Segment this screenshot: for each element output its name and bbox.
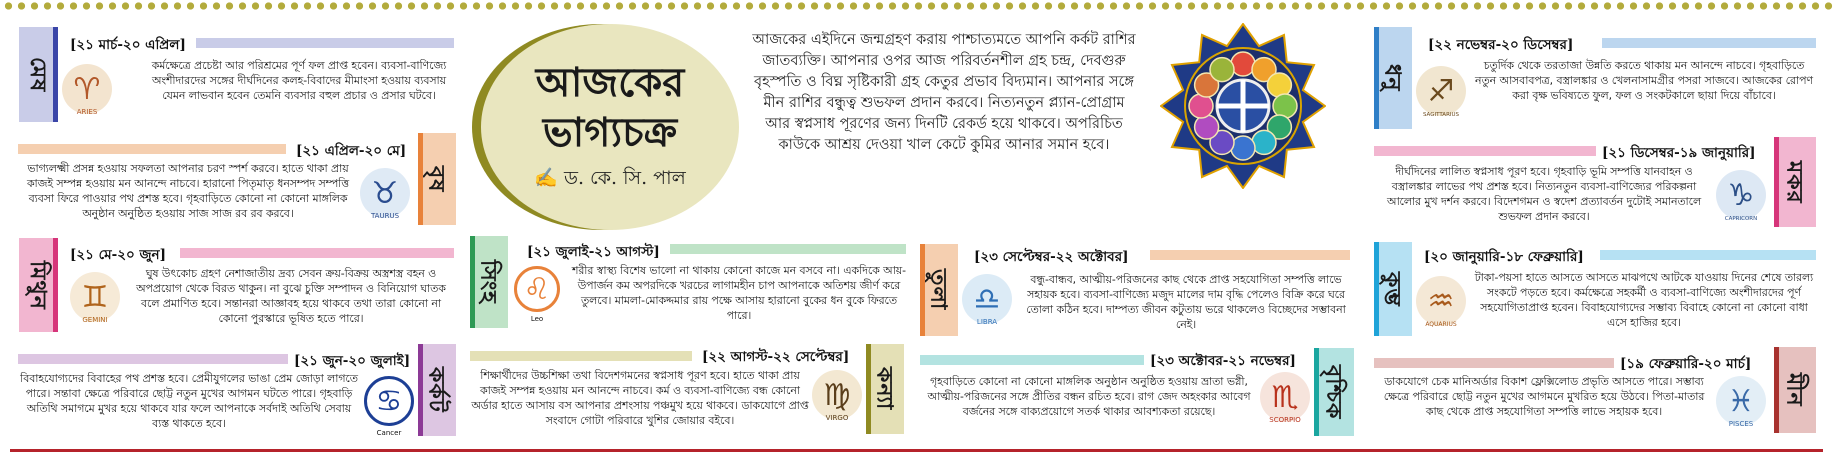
sign-bar-aquarius bbox=[1600, 250, 1816, 260]
wheel-sign-bubble bbox=[1210, 58, 1234, 82]
sign-tab-gemini bbox=[19, 238, 58, 332]
wheel-sign-bubble bbox=[1231, 136, 1255, 160]
libra-icon: ♎ LIBRA bbox=[962, 274, 1012, 324]
sign-date-aquarius: [২০ জানুয়ারি-১৮ ফেব্রুয়ারি] bbox=[1424, 249, 1584, 265]
zodiac-wheel-icon bbox=[1160, 23, 1326, 189]
sign-name-libra: তুলা bbox=[925, 269, 952, 311]
sign-tab-pisces bbox=[1774, 347, 1816, 433]
dotted-top-border bbox=[0, 0, 1833, 12]
capricorn-icon: ♑ CAPRICORN bbox=[1716, 170, 1766, 220]
intro-paragraph: আজকের এইদিনে জন্মগ্রহণ করায় পাশ্চাত্যমতে আপনি কর্কট রাশির জাতব্যক্তি। আপনার ওপর আজ পরিবর্তনশীল গ্রহ চন্দ্র, দেবগুরু বৃহস্পতি ও বিঘ্ন সৃষ্টিকারী গ্রহ কেতুর প্রভাব বিদ্যমান। আপনার সঙ্গে মীন রাশির বন্ধুত্ব শুভফল প্রদান করবে। নিত্যনতুন প্ল্যান-প্রোগ্রাম আর স্বপ্নসাধ পূরণের জন্য দিনটি রেকর্ড হয়ে থাকবে। অপরিচিত কাউকে আশ্রয় দেওয়া খাল কেটে কুমির আনার সমান হবে। bbox=[752, 32, 1136, 153]
sign-date-gemini: [২১ মে-২০ জুন] bbox=[70, 247, 166, 263]
taurus-icon: ♉ TAURUS bbox=[360, 168, 410, 218]
scorpio-icon: ♏ SCORPIO bbox=[1260, 372, 1310, 422]
sign-tab-leo bbox=[470, 236, 508, 328]
bottom-rule bbox=[10, 449, 1823, 452]
sign-name-taurus: বৃষ bbox=[423, 165, 450, 193]
sign-name-gemini: মিথুন bbox=[25, 260, 51, 310]
sign-bar-aries bbox=[196, 38, 454, 48]
sign-tab-taurus bbox=[418, 133, 456, 225]
sign-text-taurus: ভাগ্যলক্ষ্মী প্রসন্ন হওয়ায় সফলতা আপনার চরণ স্পর্শ করবে। হাতে থাকা প্রায় কাজই সম্পন্ন হওয়ায় মন আনন্দে নাচবে। হারানো পিতৃমাতৃ ধনসম্পদ সম্পত্তি ব্যবসা ফিরে পাওয়ার পথ প্রশস্ত হবে। গৃহবাড়িতে কোনো না কোনো মাঙ্গলিক অনুষ্ঠান অনুষ্ঠিত হওয়ায় সাজ সাজ রব রব করবে। bbox=[26, 162, 349, 220]
sign-text-capricorn: দীর্ঘদিনের লালিত স্বপ্নসাধ পূরণ হবে। গৃহবাড়ি ভূমি সম্পত্তি যানবাহন ও বস্ত্রালঙ্কার লাভের পথ প্রশস্ত হবে। নিত্যনতুন ব্যবসা-বাণিজ্যের পরিকল্পনা আলোর মুখ দর্শন করবে। বিদেশগমন ও স্বদেশ প্রত্যাবর্তন দুটোই সমানতালে শুভফল প্রদান করবে। bbox=[1386, 165, 1702, 223]
sign-name-scorpio: বৃশ্চিক bbox=[1320, 364, 1347, 420]
sign-text-pisces: ডাকযোগে চেক মানিঅর্ডার বিকাশ ফ্লেক্সিলোড প্রভৃতি আসতে পারে। সম্ভাব্য ক্ষেত্রে পরিবারে ছোট্ট নতুন মুখের আগমনে মুখরিত হয়ে উঠবে। পিতা-মাতার কাছ থেকে প্রাপ্ত সহযোগিতা সম্পত্তি লাভে সহায়ক হবে। bbox=[1383, 375, 1705, 418]
sign-name-leo: সিংহ bbox=[475, 260, 502, 304]
sign-bar-pisces bbox=[1374, 358, 1614, 368]
sign-bar-taurus bbox=[18, 144, 286, 154]
sign-text-virgo: শিক্ষার্থীদের উচ্চশিক্ষা তথা বিদেশগমনের স্বপ্নসাধ পূরণ হবে। হাতে থাকা প্রায় কাজই সম্পন্ন হওয়ায় মন আনন্দে নাচবে। কর্ম ও ব্যবসা-বাণিজ্যে বন্ধ কোনো অর্ডার হাতে আসায় বস আপনার প্রশংসায় পঞ্চমুখ হয়ে থাকবে। ডাকযোগে প্রাপ্ত সংবাদে গোটা পরিবারে খুশির জোয়ার বইবে। bbox=[471, 369, 809, 427]
sign-text-gemini: ঘুষ উৎকোচ গ্রহণ নেশাজাতীয় দ্রব্য সেবন ক্রয়-বিক্রয় অস্ত্রশস্ত্র বহন ও অপপ্রয়োগ থেকে বিরত থাকুন। না বুঝে চুক্তি সম্পাদন ও বিনিয়োগ ঘাতক বলে প্রমাণিত হবে। সন্তানরা আজ্ঞাবহ হয়ে থাকবে তথা তারা কোনো না কোনো পুরস্কারে ভূষিত হতে পারে। bbox=[136, 267, 446, 325]
sign-date-scorpio: [২৩ অক্টোবর-২১ নভেম্বর] bbox=[1150, 353, 1296, 369]
sign-tab-scorpio bbox=[1314, 348, 1354, 436]
title-circle bbox=[481, 24, 739, 230]
sign-tab-aquarius bbox=[1374, 242, 1412, 336]
wheel-sign-bubble bbox=[1252, 130, 1276, 154]
sign-date-aries: [২১ মার্চ-২০ এপ্রিল] bbox=[70, 37, 186, 53]
wheel-sign-bubble bbox=[1267, 73, 1291, 97]
sign-bar-virgo bbox=[470, 351, 692, 361]
sign-date-taurus: [২১ এপ্রিল-২০ মে] bbox=[296, 143, 407, 159]
wheel-sign-bubble bbox=[1189, 94, 1213, 118]
sign-date-cancer: [২১ জুন-২০ জুলাই] bbox=[294, 353, 411, 369]
sign-text-cancer: বিবাহযোগ্যদের বিবাহের পথ প্রশস্ত হবে। প্রেমীযুগলের ভাঙা প্রেম জোড়া লাগতে পারে। সন্তাবা ক্ষেত্রে পরিবারে ছোট্ট নতুন মুখের আগমন ঘটতে পারে। গৃহবাড়ি অতিথি সমাগমে মুখর হয়ে থাকবে যার ফলে আপনাকে সর্বদাই অতিথি সেবায় ব্যস্ত থাকতে হবে। bbox=[20, 372, 358, 430]
sign-name-virgo: কন্যা bbox=[871, 367, 898, 411]
virgo-icon: ♍ VIRGO bbox=[812, 370, 862, 420]
sign-date-capricorn: [২১ ডিসেম্বর-১৯ জানুয়ারি] bbox=[1602, 145, 1756, 161]
sign-bar-scorpio bbox=[920, 355, 1144, 365]
title-line-1: আজকের bbox=[535, 59, 685, 106]
aquarius-icon: ♒ AQUARIUS bbox=[1416, 276, 1466, 326]
sign-text-sagittarius: চতুর্দিক থেকে তরতাজা উন্নতি করতে থাকায় মন আনন্দে নাচবে। গৃহবাড়িতে নতুন আসবাবপত্র, বস্ত্রালঙ্কার ও খেলনাসামগ্রীর পসরা সাজবে। আজকের রোপণ করা বৃক্ষ ভবিষ্যতে ফুল, ফল ও সংকটকালে ছায়া দিয়ে বাঁচাবে। bbox=[1475, 59, 1813, 102]
wheel-sign-bubble bbox=[1195, 115, 1219, 139]
sign-date-libra: [২৩ সেপ্টেম্বর-২২ অক্টোবর] bbox=[974, 249, 1129, 265]
sign-text-leo: শরীর স্বাস্থ্য বিশেষ ভালো না থাকায় কোনো কাজে মন বসবে না। একদিকে আয়-উপার্জন কম অপরদিকে খরচের লাগামহীন চাপ আপনাকে অতিশয় জীর্ণ করে তুলবে। মামলা-মোকদ্দমার রায় পক্ষে আসায় হারানো বুকের ধন বুকে ফিরতে পারে। bbox=[571, 264, 907, 322]
sign-text-aquarius: টাকা-পয়সা হাতে আসতে আসতে মাঝপথে আটকে যাওয়ায় দিনের শেষে তারল্য সংকটে পড়তে হবে। কর্মক্ষেত্রে সহকর্মী ও ব্যবসা-বাণিজ্যে অংশীদারদের পূর্ণ সহযোগিতাপ্রাপ্ত হবেন। বিবাহযোগ্যদের সম্ভাব্য বিবাহে কোনো না কোনো বাধা এসে হাজির হবে। bbox=[1474, 271, 1814, 329]
sign-name-cancer: কর্কট bbox=[423, 367, 450, 413]
pisces-icon: ♓ PISCES bbox=[1716, 376, 1766, 426]
sign-name-pisces: মীন bbox=[1781, 373, 1808, 407]
sign-text-aries: কর্মক্ষেত্রে প্রচেষ্টা আর পরিশ্রমের পূর্ণ ফল প্রাপ্ত হবেন। ব্যবসা-বাণিজ্যে অংশীদারদের সঙ্গের দীর্ঘদিনের কলহ-বিবাদের মীমাংসা হওয়ায় ব্যবসায় যেমন লাভবান হবেন তেমনি ব্যবসার বহুল প্রচার ও প্রসার ঘটবে। bbox=[151, 59, 447, 102]
sign-text-libra: বন্ধু-বান্ধব, আত্মীয়-পরিজনের কাছ থেকে প্রাপ্ত সহযোগিতা সম্পত্তি লাভে সহায়ক হবে। ব্যবসা-বাণিজ্যে মজুদ মালের দাম বৃদ্ধি পেলেও বিক্রি করে ঘরে তোলা কঠিন হবে। দাম্পত্য জীবন কটুতায় ভরে থাকলেও বিচ্ছেদের সম্ভাবনা নেই। bbox=[1026, 273, 1346, 331]
sign-name-aquarius: কুম্ভ bbox=[1379, 271, 1406, 307]
sign-date-pisces: [১৯ ফেব্রুয়ারি-২০ মার্চ] bbox=[1620, 356, 1752, 372]
title-line-2: ভাগ্যচক্র bbox=[542, 109, 678, 156]
sign-bar-cancer bbox=[18, 354, 288, 364]
sign-tab-virgo bbox=[866, 344, 904, 434]
leo-icon: ♌ Leo bbox=[514, 266, 560, 312]
sign-date-sagittarius: [২২ নভেম্বর-২০ ডিসেম্বর] bbox=[1428, 37, 1574, 53]
wheel-sign-bubble bbox=[1231, 52, 1255, 76]
sign-name-capricorn: মকর bbox=[1781, 160, 1808, 204]
author-line bbox=[534, 164, 686, 196]
sign-bar-sagittarius bbox=[1602, 38, 1816, 48]
sign-tab-sagittarius bbox=[1374, 27, 1412, 129]
sign-date-leo: [২১ জুলাই-২১ আগস্ট] bbox=[527, 244, 660, 260]
sign-date-virgo: [২২ আগস্ট-২২ সেপ্টেম্বর] bbox=[702, 349, 850, 365]
sign-tab-cancer bbox=[418, 344, 456, 436]
sign-tab-aries bbox=[19, 27, 58, 122]
sign-tab-libra bbox=[920, 244, 958, 336]
wheel-sign-bubble bbox=[1273, 94, 1297, 118]
sign-name-aries: মেষ bbox=[25, 56, 51, 93]
sagittarius-icon: ♐ SAGITTARIUS bbox=[1416, 66, 1466, 116]
sign-bar-leo bbox=[670, 244, 906, 254]
cancer-icon: ♋ Cancer bbox=[364, 376, 414, 426]
sign-bar-gemini bbox=[180, 248, 454, 258]
aries-icon: ♈ ARIES bbox=[62, 64, 112, 114]
sign-text-scorpio: গৃহবাড়িতে কোনো না কোনো মাঙ্গলিক অনুষ্ঠান অনুষ্ঠিত হওয়ায় ভ্রাতা ভগ্নী, আত্মীয়-পরিজনের সঙ্গে প্রীতির বন্ধন রচিত হবে। রাগ জেদ অহংকার আবেগ বর্জনের সঙ্গে বাক্যপ্রয়োগে সতর্ক থাকার আবশ্যকতা রয়েছে। bbox=[927, 375, 1251, 418]
sign-bar-libra bbox=[1150, 250, 1350, 260]
sign-tab-capricorn bbox=[1774, 137, 1816, 227]
sign-name-sagittarius: ধনু bbox=[1379, 64, 1406, 92]
sign-bar-capricorn bbox=[1374, 146, 1596, 156]
gemini-icon: ♊ GEMINI bbox=[70, 272, 120, 322]
pen-icon: ✍ bbox=[534, 167, 558, 189]
author-name: ড. কে. সি. পাল bbox=[563, 167, 686, 189]
